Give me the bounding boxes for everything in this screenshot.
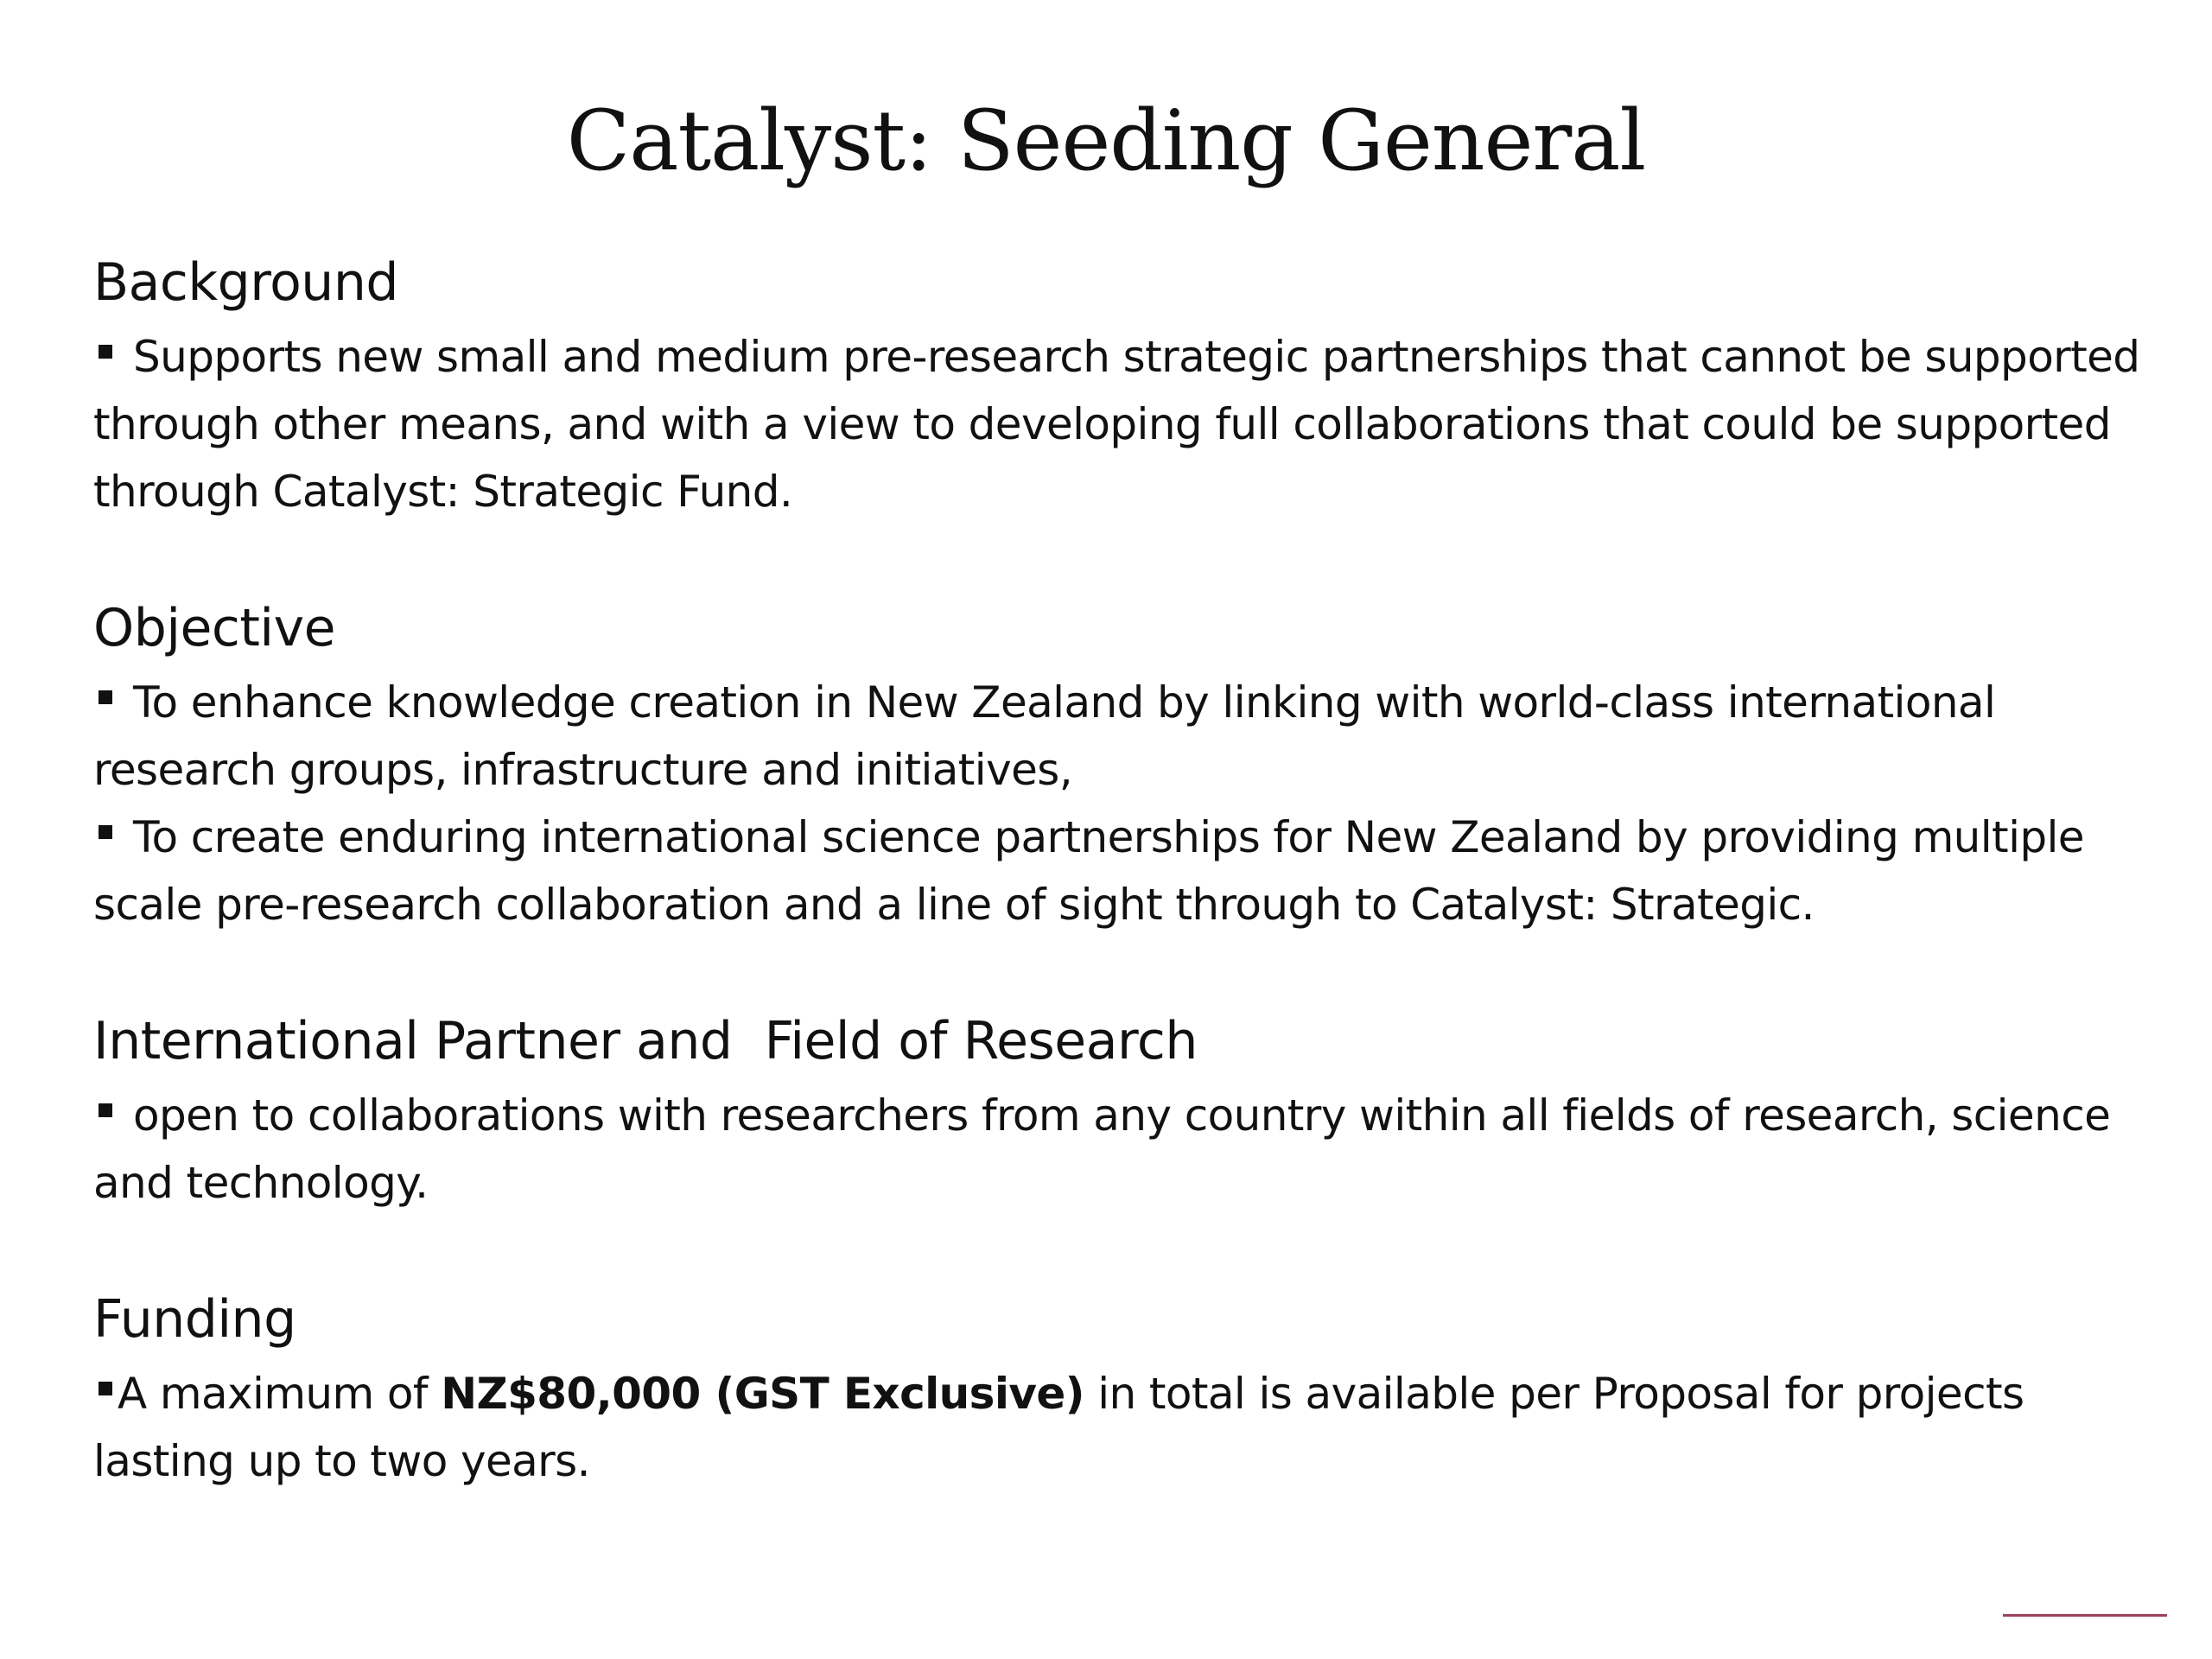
section-partner: [93, 1007, 2150, 1217]
bullet-item: [93, 1082, 2150, 1217]
bullet-text: open to collaborations with researchers from any country within all fields of research, science and technology.: [93, 1090, 2111, 1208]
bullet-item: [93, 669, 2150, 804]
funding-amount: NZ$80,000 (GST Exclusive): [441, 1369, 1084, 1419]
section-heading-background: Background: [93, 252, 398, 313]
slide-title: Catalyst: Seeding General: [566, 92, 1646, 189]
section-heading-partner: International Partner and Field of Research: [93, 1011, 1198, 1071]
bullet-text-suffix: in total is available per Proposal for projects lasting up to two years.: [93, 1369, 2037, 1486]
section-objective: [93, 594, 2150, 938]
square-bullet-icon: [99, 690, 112, 704]
bullet-text-prefix: A maximum of: [118, 1369, 442, 1419]
bullet-item: [93, 804, 2150, 938]
bullet-text: To create enduring international science partnerships for New Zealand by providing multiple scale pre-research collaboration and a line of sight through to Catalyst: Strategic.: [93, 812, 2084, 930]
square-bullet-icon: [99, 825, 112, 839]
section-heading-objective: Objective: [93, 598, 336, 658]
section-heading-funding: Funding: [93, 1289, 296, 1350]
square-bullet-icon: [99, 1382, 112, 1395]
section-background: [93, 249, 2150, 525]
bullet-text: Supports new small and medium pre-research strategic partnerships that cannot be supported through other means, and with a view to developing full collaborations that could be supported through Catalyst: Strategic Fund.: [93, 332, 2140, 517]
section-funding: [93, 1286, 2150, 1495]
square-bullet-icon: [99, 1103, 112, 1117]
square-bullet-icon: [99, 345, 112, 359]
bullet-item: [93, 1360, 2150, 1495]
footer-accent-line: [2003, 1614, 2167, 1617]
bullet-item: [93, 323, 2150, 525]
bullet-text: To enhance knowledge creation in New Zealand by linking with world-class international research groups, infrastructure and initiatives,: [93, 677, 1996, 795]
slide-body: [93, 249, 2150, 1564]
